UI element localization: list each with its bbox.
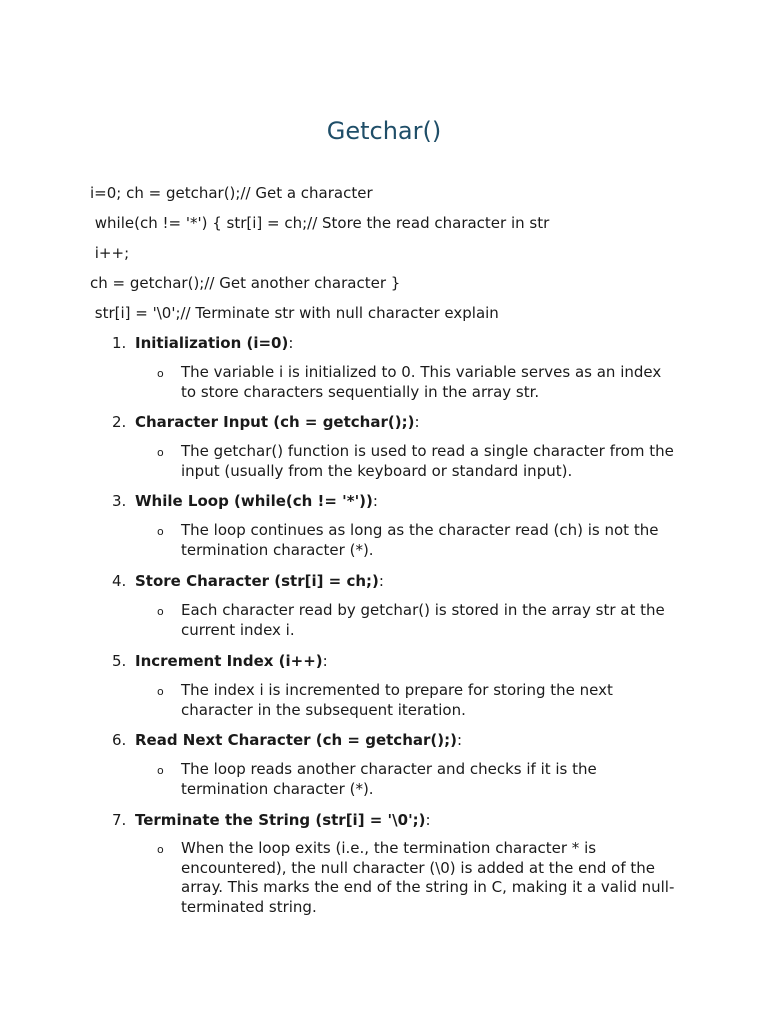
page-title: Getchar() — [326, 117, 442, 145]
list-item-detail: When the loop exits (i.e., the termination character * is encountered), the null character (\0) is added at the end of the array. This marks the end of the string in C, making it a valid null-terminated string. — [181, 839, 675, 916]
list-item-suffix: : — [372, 492, 378, 510]
code-line-3: i++; — [90, 244, 130, 262]
list-item-title: Character Input (ch = getchar();) — [135, 413, 415, 431]
circle-bullet-icon: o — [157, 525, 164, 538]
list-item-detail: The getchar() function is used to read a single character from the input (usually from the keyboard or standard input). — [181, 442, 674, 480]
code-line-5: str[i] = '\0';// Terminate str with null character explain — [90, 304, 499, 322]
list-number: 7. — [112, 811, 127, 829]
list-item-detail: The loop reads another character and checks if it is the termination character (*). — [181, 760, 597, 798]
list-item-heading — [112, 651, 328, 671]
circle-bullet-icon: o — [157, 446, 164, 459]
list-item-title: Store Character (str[i] = ch;) — [135, 572, 379, 590]
list-item-detail: The variable i is initialized to 0. This variable serves as an index to store characters sequentially in the array str. — [181, 363, 662, 401]
list-item-suffix: : — [378, 572, 384, 590]
circle-bullet-icon: o — [157, 685, 164, 698]
list-item-title: Read Next Character (ch = getchar();) — [135, 731, 457, 749]
circle-bullet-icon: o — [157, 367, 164, 380]
list-item-detail: The index i is incremented to prepare for storing the next character in the subsequent iteration. — [181, 681, 613, 719]
list-item-heading — [112, 571, 384, 591]
list-number: 4. — [112, 572, 127, 590]
circle-bullet-icon: o — [157, 843, 164, 856]
list-number: 3. — [112, 492, 127, 510]
list-item-detail: The loop continues as long as the character read (ch) is not the termination character (*). — [181, 521, 659, 559]
code-line-1: i=0; ch = getchar();// Get a character — [90, 184, 373, 202]
list-item-title: Initialization (i=0) — [135, 334, 289, 352]
code-line-2: while(ch != '*') { str[i] = ch;// Store the read character in str — [90, 214, 550, 232]
list-number: 2. — [112, 413, 127, 431]
list-item-suffix: : — [322, 652, 328, 670]
list-item-suffix: : — [288, 334, 294, 352]
list-item-suffix: : — [414, 413, 420, 431]
list-item-title: While Loop (while(ch != '*')) — [135, 492, 373, 510]
list-item-detail: Each character read by getchar() is stored in the array str at the current index i. — [181, 601, 665, 639]
list-item-heading — [112, 412, 420, 432]
list-item-heading — [112, 491, 378, 511]
list-item-heading — [112, 333, 293, 353]
list-item-heading — [112, 810, 431, 830]
list-item-heading — [112, 730, 462, 750]
list-item-title: Increment Index (i++) — [135, 652, 323, 670]
code-line-4: ch = getchar();// Get another character } — [90, 274, 401, 292]
list-item-title: Terminate the String (str[i] = '\0';) — [135, 811, 426, 829]
list-item-suffix: : — [456, 731, 463, 749]
list-item-suffix: : — [425, 811, 431, 829]
list-number: 5. — [112, 652, 127, 670]
list-number: 6. — [112, 731, 127, 749]
circle-bullet-icon: o — [157, 605, 164, 618]
circle-bullet-icon: o — [157, 764, 164, 777]
list-number: 1. — [112, 334, 127, 352]
